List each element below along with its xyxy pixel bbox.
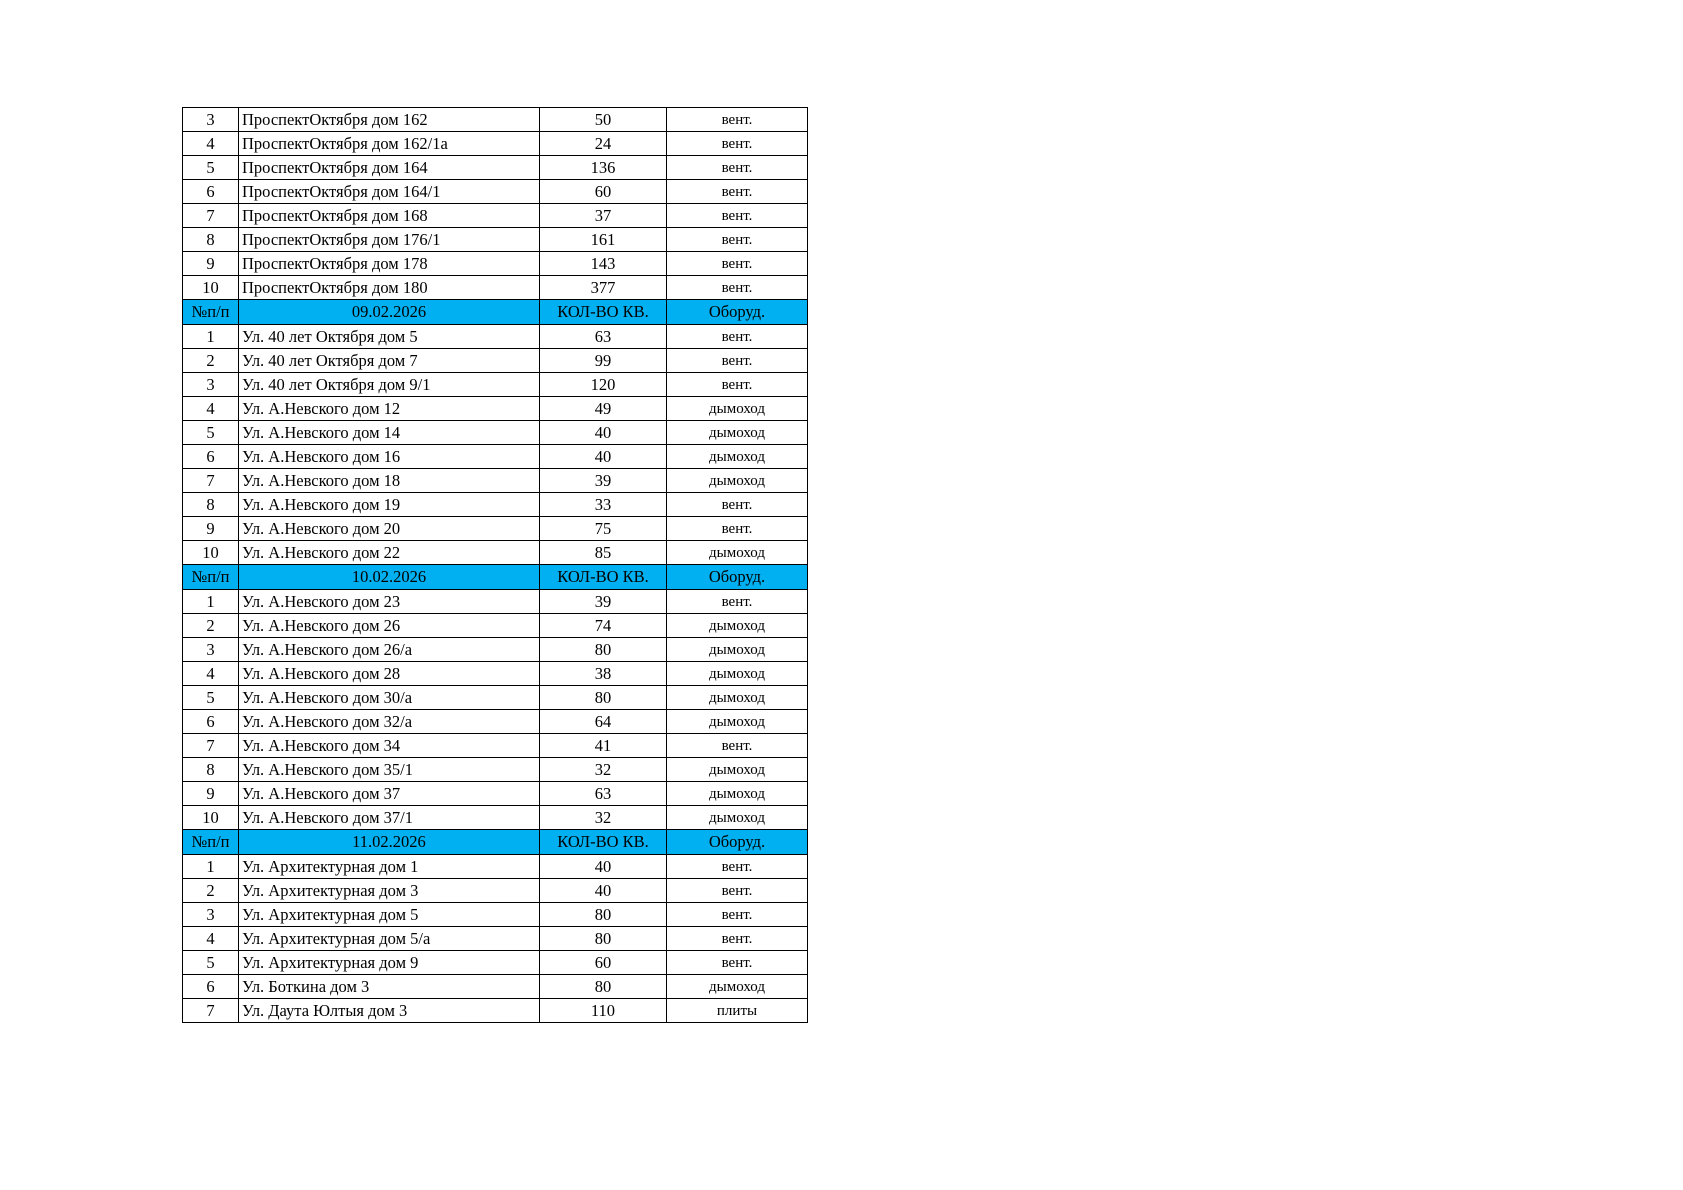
header-count-label: КОЛ-ВО КВ.: [540, 300, 667, 325]
header-number-label: №п/п: [183, 830, 239, 855]
row-address: Ул. А.Невского дом 34: [239, 734, 540, 758]
table-row: [183, 108, 808, 132]
header-date: 10.02.2026: [239, 565, 540, 590]
row-apartment-count: 39: [540, 469, 667, 493]
row-number: 6: [183, 710, 239, 734]
section-header-row: [183, 300, 808, 325]
row-apartment-count: 80: [540, 927, 667, 951]
row-address: Ул. А.Невского дом 19: [239, 493, 540, 517]
row-equipment: дымоход: [667, 421, 808, 445]
row-apartment-count: 60: [540, 951, 667, 975]
table-row: [183, 180, 808, 204]
row-apartment-count: 120: [540, 373, 667, 397]
row-address: Ул. Архитектурная дом 9: [239, 951, 540, 975]
table-row: [183, 903, 808, 927]
table-row: [183, 132, 808, 156]
table-row: [183, 614, 808, 638]
row-apartment-count: 40: [540, 445, 667, 469]
row-apartment-count: 75: [540, 517, 667, 541]
row-number: 6: [183, 975, 239, 999]
row-address: Ул. А.Невского дом 37/1: [239, 806, 540, 830]
row-number: 1: [183, 855, 239, 879]
row-equipment: плиты: [667, 999, 808, 1023]
row-address: ПроспектОктября дом 168: [239, 204, 540, 228]
row-equipment: дымоход: [667, 397, 808, 421]
row-apartment-count: 41: [540, 734, 667, 758]
row-equipment: дымоход: [667, 686, 808, 710]
row-address: ПроспектОктября дом 180: [239, 276, 540, 300]
row-number: 5: [183, 951, 239, 975]
table-row: [183, 252, 808, 276]
row-number: 10: [183, 276, 239, 300]
row-equipment: дымоход: [667, 469, 808, 493]
row-equipment: дымоход: [667, 541, 808, 565]
row-number: 3: [183, 373, 239, 397]
table-row: [183, 397, 808, 421]
row-address: Ул. 40 лет Октября дом 9/1: [239, 373, 540, 397]
row-apartment-count: 24: [540, 132, 667, 156]
row-apartment-count: 64: [540, 710, 667, 734]
header-count-label: КОЛ-ВО КВ.: [540, 830, 667, 855]
table-row: [183, 590, 808, 614]
table-row: [183, 951, 808, 975]
row-apartment-count: 136: [540, 156, 667, 180]
row-address: Ул. А.Невского дом 26/а: [239, 638, 540, 662]
table-row: [183, 493, 808, 517]
row-equipment: вент.: [667, 951, 808, 975]
header-count-label: КОЛ-ВО КВ.: [540, 565, 667, 590]
row-number: 9: [183, 252, 239, 276]
row-number: 8: [183, 493, 239, 517]
table-row: [183, 855, 808, 879]
row-equipment: вент.: [667, 590, 808, 614]
row-equipment: дымоход: [667, 782, 808, 806]
table-row: [183, 421, 808, 445]
row-apartment-count: 32: [540, 806, 667, 830]
header-equipment-label: Оборуд.: [667, 830, 808, 855]
row-equipment: вент.: [667, 349, 808, 373]
row-equipment: вент.: [667, 325, 808, 349]
row-address: Ул. А.Невского дом 16: [239, 445, 540, 469]
row-equipment: дымоход: [667, 806, 808, 830]
row-equipment: вент.: [667, 493, 808, 517]
row-number: 10: [183, 541, 239, 565]
row-apartment-count: 63: [540, 782, 667, 806]
row-equipment: вент.: [667, 855, 808, 879]
table-row: [183, 517, 808, 541]
table-row: [183, 638, 808, 662]
row-apartment-count: 40: [540, 879, 667, 903]
table-row: [183, 806, 808, 830]
row-address: Ул. 40 лет Октября дом 7: [239, 349, 540, 373]
row-equipment: дымоход: [667, 758, 808, 782]
row-number: 4: [183, 132, 239, 156]
row-number: 5: [183, 156, 239, 180]
table-row: [183, 204, 808, 228]
row-equipment: вент.: [667, 276, 808, 300]
row-number: 1: [183, 325, 239, 349]
row-apartment-count: 80: [540, 686, 667, 710]
row-number: 4: [183, 927, 239, 951]
row-apartment-count: 32: [540, 758, 667, 782]
row-address: Ул. 40 лет Октября дом 5: [239, 325, 540, 349]
table-row: [183, 541, 808, 565]
row-apartment-count: 40: [540, 421, 667, 445]
table-row: [183, 734, 808, 758]
row-equipment: вент.: [667, 132, 808, 156]
row-number: 7: [183, 999, 239, 1023]
row-apartment-count: 143: [540, 252, 667, 276]
row-apartment-count: 80: [540, 975, 667, 999]
table-row: [183, 758, 808, 782]
header-number-label: №п/п: [183, 300, 239, 325]
table-row: [183, 349, 808, 373]
header-date: 09.02.2026: [239, 300, 540, 325]
table-row: [183, 228, 808, 252]
row-apartment-count: 49: [540, 397, 667, 421]
row-apartment-count: 85: [540, 541, 667, 565]
row-apartment-count: 377: [540, 276, 667, 300]
row-equipment: вент.: [667, 108, 808, 132]
row-equipment: вент.: [667, 903, 808, 927]
row-address: Ул. А.Невского дом 32/а: [239, 710, 540, 734]
row-number: 4: [183, 662, 239, 686]
row-number: 3: [183, 638, 239, 662]
row-number: 8: [183, 758, 239, 782]
table-row: [183, 445, 808, 469]
row-apartment-count: 63: [540, 325, 667, 349]
row-address: Ул. А.Невского дом 20: [239, 517, 540, 541]
table-row: [183, 325, 808, 349]
table-row: [183, 469, 808, 493]
row-number: 9: [183, 782, 239, 806]
header-date: 11.02.2026: [239, 830, 540, 855]
table-row: [183, 686, 808, 710]
row-number: 8: [183, 228, 239, 252]
row-apartment-count: 33: [540, 493, 667, 517]
row-apartment-count: 74: [540, 614, 667, 638]
section-header-row: [183, 830, 808, 855]
row-number: 7: [183, 734, 239, 758]
row-equipment: дымоход: [667, 662, 808, 686]
row-equipment: вент.: [667, 156, 808, 180]
row-address: Ул. Архитектурная дом 3: [239, 879, 540, 903]
row-address: ПроспектОктября дом 162: [239, 108, 540, 132]
row-equipment: вент.: [667, 228, 808, 252]
row-apartment-count: 40: [540, 855, 667, 879]
table-row: [183, 276, 808, 300]
row-equipment: дымоход: [667, 975, 808, 999]
row-address: ПроспектОктября дом 164: [239, 156, 540, 180]
row-address: ПроспектОктября дом 164/1: [239, 180, 540, 204]
row-number: 2: [183, 879, 239, 903]
row-number: 6: [183, 180, 239, 204]
row-number: 5: [183, 686, 239, 710]
row-number: 2: [183, 349, 239, 373]
row-address: Ул. Архитектурная дом 5/а: [239, 927, 540, 951]
table-row: [183, 782, 808, 806]
row-apartment-count: 60: [540, 180, 667, 204]
schedule-table: [182, 107, 808, 1023]
row-address: Ул. А.Невского дом 30/а: [239, 686, 540, 710]
row-number: 2: [183, 614, 239, 638]
table-row: [183, 975, 808, 999]
row-number: 9: [183, 517, 239, 541]
row-equipment: вент.: [667, 879, 808, 903]
row-number: 7: [183, 469, 239, 493]
header-equipment-label: Оборуд.: [667, 565, 808, 590]
schedule-sheet: [182, 107, 808, 1023]
row-address: ПроспектОктября дом 178: [239, 252, 540, 276]
row-number: 3: [183, 108, 239, 132]
row-address: Ул. А.Невского дом 35/1: [239, 758, 540, 782]
row-equipment: дымоход: [667, 710, 808, 734]
row-number: 4: [183, 397, 239, 421]
row-address: Ул. Боткина дом 3: [239, 975, 540, 999]
row-address: Ул. А.Невского дом 14: [239, 421, 540, 445]
row-apartment-count: 99: [540, 349, 667, 373]
row-address: ПроспектОктября дом 162/1а: [239, 132, 540, 156]
table-row: [183, 156, 808, 180]
row-address: Ул. Архитектурная дом 1: [239, 855, 540, 879]
row-equipment: вент.: [667, 734, 808, 758]
row-apartment-count: 37: [540, 204, 667, 228]
row-equipment: дымоход: [667, 638, 808, 662]
row-apartment-count: 39: [540, 590, 667, 614]
row-number: 7: [183, 204, 239, 228]
row-address: Ул. Даута Юлтыя дом 3: [239, 999, 540, 1023]
row-apartment-count: 110: [540, 999, 667, 1023]
table-row: [183, 879, 808, 903]
table-row: [183, 373, 808, 397]
row-equipment: вент.: [667, 252, 808, 276]
row-number: 3: [183, 903, 239, 927]
table-row: [183, 710, 808, 734]
row-equipment: дымоход: [667, 614, 808, 638]
row-address: Ул. А.Невского дом 12: [239, 397, 540, 421]
row-equipment: вент.: [667, 927, 808, 951]
header-number-label: №п/п: [183, 565, 239, 590]
row-apartment-count: 80: [540, 638, 667, 662]
table-row: [183, 927, 808, 951]
section-header-row: [183, 565, 808, 590]
row-equipment: вент.: [667, 373, 808, 397]
row-address: Ул. А.Невского дом 28: [239, 662, 540, 686]
row-apartment-count: 161: [540, 228, 667, 252]
row-number: 10: [183, 806, 239, 830]
row-apartment-count: 50: [540, 108, 667, 132]
row-address: Ул. А.Невского дом 37: [239, 782, 540, 806]
table-row: [183, 999, 808, 1023]
row-number: 1: [183, 590, 239, 614]
row-apartment-count: 38: [540, 662, 667, 686]
row-address: Ул. Архитектурная дом 5: [239, 903, 540, 927]
row-apartment-count: 80: [540, 903, 667, 927]
row-address: Ул. А.Невского дом 18: [239, 469, 540, 493]
row-equipment: дымоход: [667, 445, 808, 469]
row-equipment: вент.: [667, 204, 808, 228]
row-address: Ул. А.Невского дом 22: [239, 541, 540, 565]
header-equipment-label: Оборуд.: [667, 300, 808, 325]
table-row: [183, 662, 808, 686]
row-equipment: вент.: [667, 517, 808, 541]
row-equipment: вент.: [667, 180, 808, 204]
row-number: 5: [183, 421, 239, 445]
row-address: Ул. А.Невского дом 23: [239, 590, 540, 614]
row-number: 6: [183, 445, 239, 469]
schedule-table-body: [183, 108, 808, 1023]
row-address: ПроспектОктября дом 176/1: [239, 228, 540, 252]
row-address: Ул. А.Невского дом 26: [239, 614, 540, 638]
